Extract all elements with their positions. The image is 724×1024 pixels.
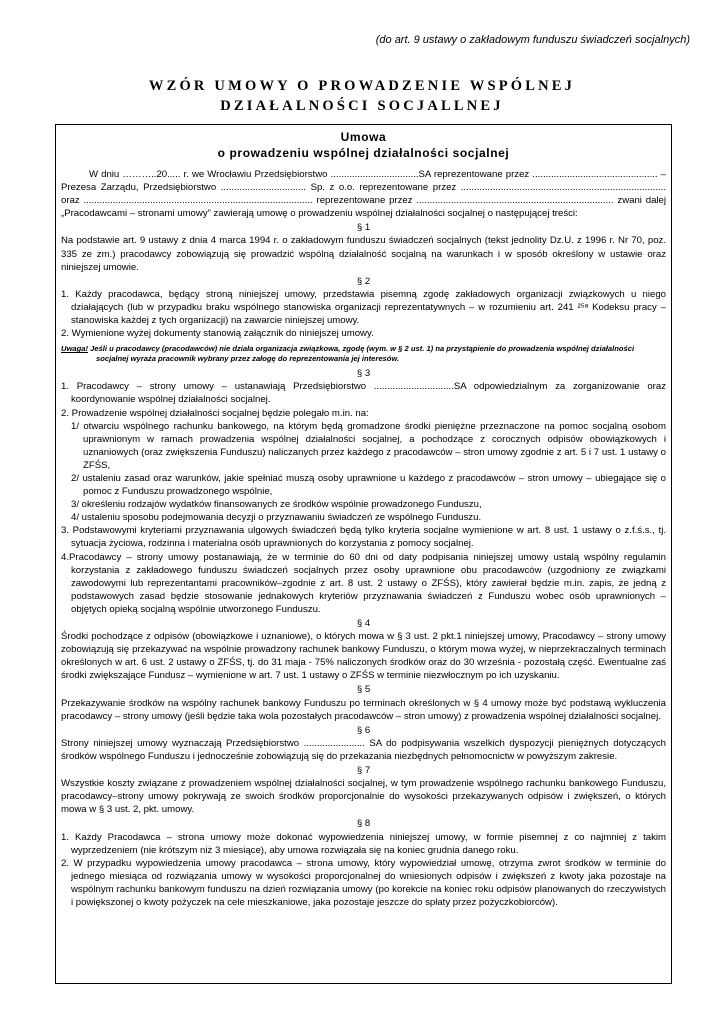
section-8-point-2: 2. W przypadku wypowiedzenia umowy pracodawca – strona umowy, który wypowiedział umowę, otrzyma zwrot środków w terminie do jednego miesiąca od rozwiązania umowy w wysokości proporcjonalnej do wniesionych odpisów i zwiększeń z kwoty jaka pozostaje na wspólnym rachunku bankowym funduszu na dzień rozwiązania umowy (po korekcie na koniec roku odpisów planowanych do rzeczywistych i powiększonej o kwoty pożyczek na cele mieszkaniowe, jaka pozostaje jeszcze do spłaty przez pożyczkobiorców).	[61, 857, 666, 908]
title-line-1: WZÓR UMOWY O PROWADZENIE WSPÓLNEJ	[148, 78, 576, 94]
section-3-label: § 3	[356, 368, 371, 380]
section-6-text: Strony niniejszej umowy wyznaczają Przedsiębiorstwo ....................... SA do podpisywania wszelkich dyspozycji pieniężnych dotyczących środków wspólnego Funduszu i jednocześnie zobowiązują się do przekazania niezbędnych pełnomocnictw w powyższym zakresie.	[61, 737, 666, 762]
section-6-label: § 6	[356, 724, 371, 736]
section-3-point-2: 2. Prowadzenie wspólnej działalności socjalnej będzie polegało m.in. na:	[61, 407, 369, 419]
section-4-text: Środki pochodzące z odpisów (obowiązkowe i uznaniowe), o których mowa w § 3 ust. 2 pkt.1 niniejszej umowy, Pracodawcy – strony umowy zobowiązują się przekazywać na wspólnie prowadzony rachunek bankowy Funduszu, o którym mowa wyżej, w nieprzekraczalnych terminach określonych w art. 6 ust. 2 ustawy o ZFŚS, tj. do 31 maja - 75% naliczonych środków oraz do 30 września - pozostałą część. Ewentualne zaś środki zwiększające Fundusz – wymienione w art. 7 ust. 1 ustawy o ZFŚS w terminie niezwłocznym po ich uzyskaniu.	[61, 631, 666, 682]
title-line-2: DZIAŁALNOŚCI SOCJALLNEJ	[220, 98, 504, 114]
section-3-item-1: 1/ otwarciu wspólnego rachunku bankowego, na którym będą gromadzone środki pieniężne przeznaczone na pomoc socjalną osobom uprawnionym w ramach prowadzenia wspólnej działalności socjalnej, a pochodzące z corocznych odpisów obowiązkowych i uznaniowych (oraz zwiększenia Funduszu) naliczanych przez każdego z pracodawców – stron umowy zgodnie z art. 5 i 7 ust. 1 ustawy o ZFŚS,	[71, 420, 666, 471]
intro-paragraph: W dniu ………..20..... r. we Wrocławiu Przedsiębiorstwo .................................SA reprezentowane przez ............................................... – Prezesa Zarządu, Przedsiębiorstwo ................................ Sp. z o.o. reprezentowane przez ............................................................................. oraz ...................................................................................... reprezentowane przez .......................................................................... zwani dalej „Pracodawcami – stronami umowy” zawierają umowę o prowadzeniu wspólnej działalności socjalnej o następującej treści:	[61, 169, 666, 220]
section-8-label: § 8	[356, 818, 371, 830]
section-3-point-4: 4.Pracodawcy – strony umowy postanawiają, że w terminie do 60 dni od daty podpisania niniejszej umowy ustalą wspólny regulamin korzystania z zakładowego funduszu świadczeń socjalnych przez osoby uprawnione obu pracodawców (uzgodniony ze związkami zawodowymi lub reprezentantami pracowników–zgodnie z art. 8 ust. 2 ustawy o ZFŚS), który zawierał będzie m.in. zapis, że jedną z podstawowych zasad będzie stosowanie jednakowych kryteriów przyznawania świadczeń z Funduszu wobec osób uprawnionych – objętych opieką socjalną wspólnie utworzonego Funduszu.	[61, 551, 666, 615]
agreement-heading	[61, 129, 666, 161]
section-3-item-4: 4/ ustaleniu sposobu podejmowania decyzji o przyznawaniu świadczeń ze wspólnego Funduszu.	[71, 512, 482, 524]
section-1-text: Na podstawie art. 9 ustawy z dnia 4 marca 1994 r. o zakładowym funduszu świadczeń socjalnych (tekst jednolity Dz.U. z 1996 r. Nr 70, poz. 335 ze zm.) pracodawcy zobowiązują się prowadzić wspólną działalność socjalną na warunkach i w sposób określony w ustawie oraz niniejszej umowie.	[61, 235, 666, 273]
document-title	[0, 76, 724, 116]
top-note: (do art. 9 ustawy o zakładowym funduszu świadczeń socjalnych)	[375, 34, 690, 46]
section-1-label: § 1	[356, 222, 371, 234]
heading-line-1: Umowa	[340, 130, 387, 144]
section-7-label: § 7	[356, 765, 371, 777]
section-2-label: § 2	[356, 275, 371, 287]
section-5-text: Przekazywanie środków na wspólny rachunek bankowy Funduszu po terminach określonych w § 4 umowy może być podstawą wykluczenia pracodawcy – strony umowy (jeśli będzie taka wola pozostałych pracodawców – stron umowy) z prowadzenia wspólnej działalności socjalnej.	[61, 697, 666, 722]
section-7-text: Wszystkie koszty związane z prowadzeniem wspólnej działalności socjalnej, w tym prowadzenie wspólnego rachunku bankowego Funduszu, pracodawcy–strony umowy pokrywają ze swoich środków proporcjonalnie do wysokości przekazywanych odpisów i zwiększeń, o których mowa w § 3 ust. 2, pkt. umowy.	[61, 778, 666, 816]
note-text: Jeśli u pracodawcy (pracodawców) nie działa organizacja związkowa, zgodę (wym. w § 2 ust. 1) na przystąpienie do prowadzenia wspólnej działalności socjalnej wyraża pracownik wybrany przez załogę do reprezentowania jej interesów.	[88, 344, 635, 364]
note-label: Uwaga!	[61, 344, 89, 354]
section-8-point-1: 1. Każdy Pracodawca – strona umowy może dokonać wypowiedzenia niniejszej umowy, w formie pisemnej z co najmniej z takim wyprzedzeniem (nie krótszym niż 3 miesiące), aby umowa rozwiązała się na koniec grudnia danego roku.	[61, 831, 666, 856]
heading-line-2: o prowadzeniu wspólnej działalności socjalnej	[217, 146, 510, 160]
section-3-point-3: 3. Podstawowymi kryteriami przyznawania ulgowych świadczeń będą tylko kryteria socjalne wymienione w art. 8 ust. 1 ustawy o z.f.ś.s., tj. sytuacja życiowa, rodzinna i materialna osób uprawnionych do korzystania z pomocy socjalnej.	[61, 525, 666, 550]
section-2-point-1: 1. Każdy pracodawca, będący stroną niniejszej umowy, przedstawia pisemną zgodę zakładowych organizacji związkowych u niego działających (lub w przypadku braku wspólnego stanowiska organizacji reprezentatywnych – w rozumieniu art. 241 ²⁵ᵃ Kodeksu pracy –stanowiska każdej z tych organizacji) na zawarcie niniejszej umowy.	[61, 288, 666, 327]
section-3-item-3: 3/ określeniu rodzajów wydatków finansowanych ze środków wspólnie prowadzonego Funduszu,	[71, 499, 482, 511]
section-4-label: § 4	[356, 618, 371, 629]
note-paragraph	[61, 344, 666, 364]
section-3-point-1: 1. Pracodawcy – strony umowy – ustanawiają Przedsiębiorstwo ..............................SA odpowiedzialnym za zorganizowanie oraz koordynowanie wspólnej działalności socjalnej.	[61, 381, 666, 406]
section-2-point-2: 2. Wymienione wyżej dokumenty stanowią załącznik do niniejszej umowy.	[61, 328, 374, 340]
section-5-label: § 5	[356, 684, 371, 696]
section-3-item-2: 2/ ustaleniu zasad oraz warunków, jakie spełniać muszą osoby uprawnione u każdego z pracodawców – stron umowy – ubiegające się o pomoc z Funduszu prowadzonego wspólnie,	[71, 472, 666, 498]
agreement-frame	[55, 124, 672, 984]
